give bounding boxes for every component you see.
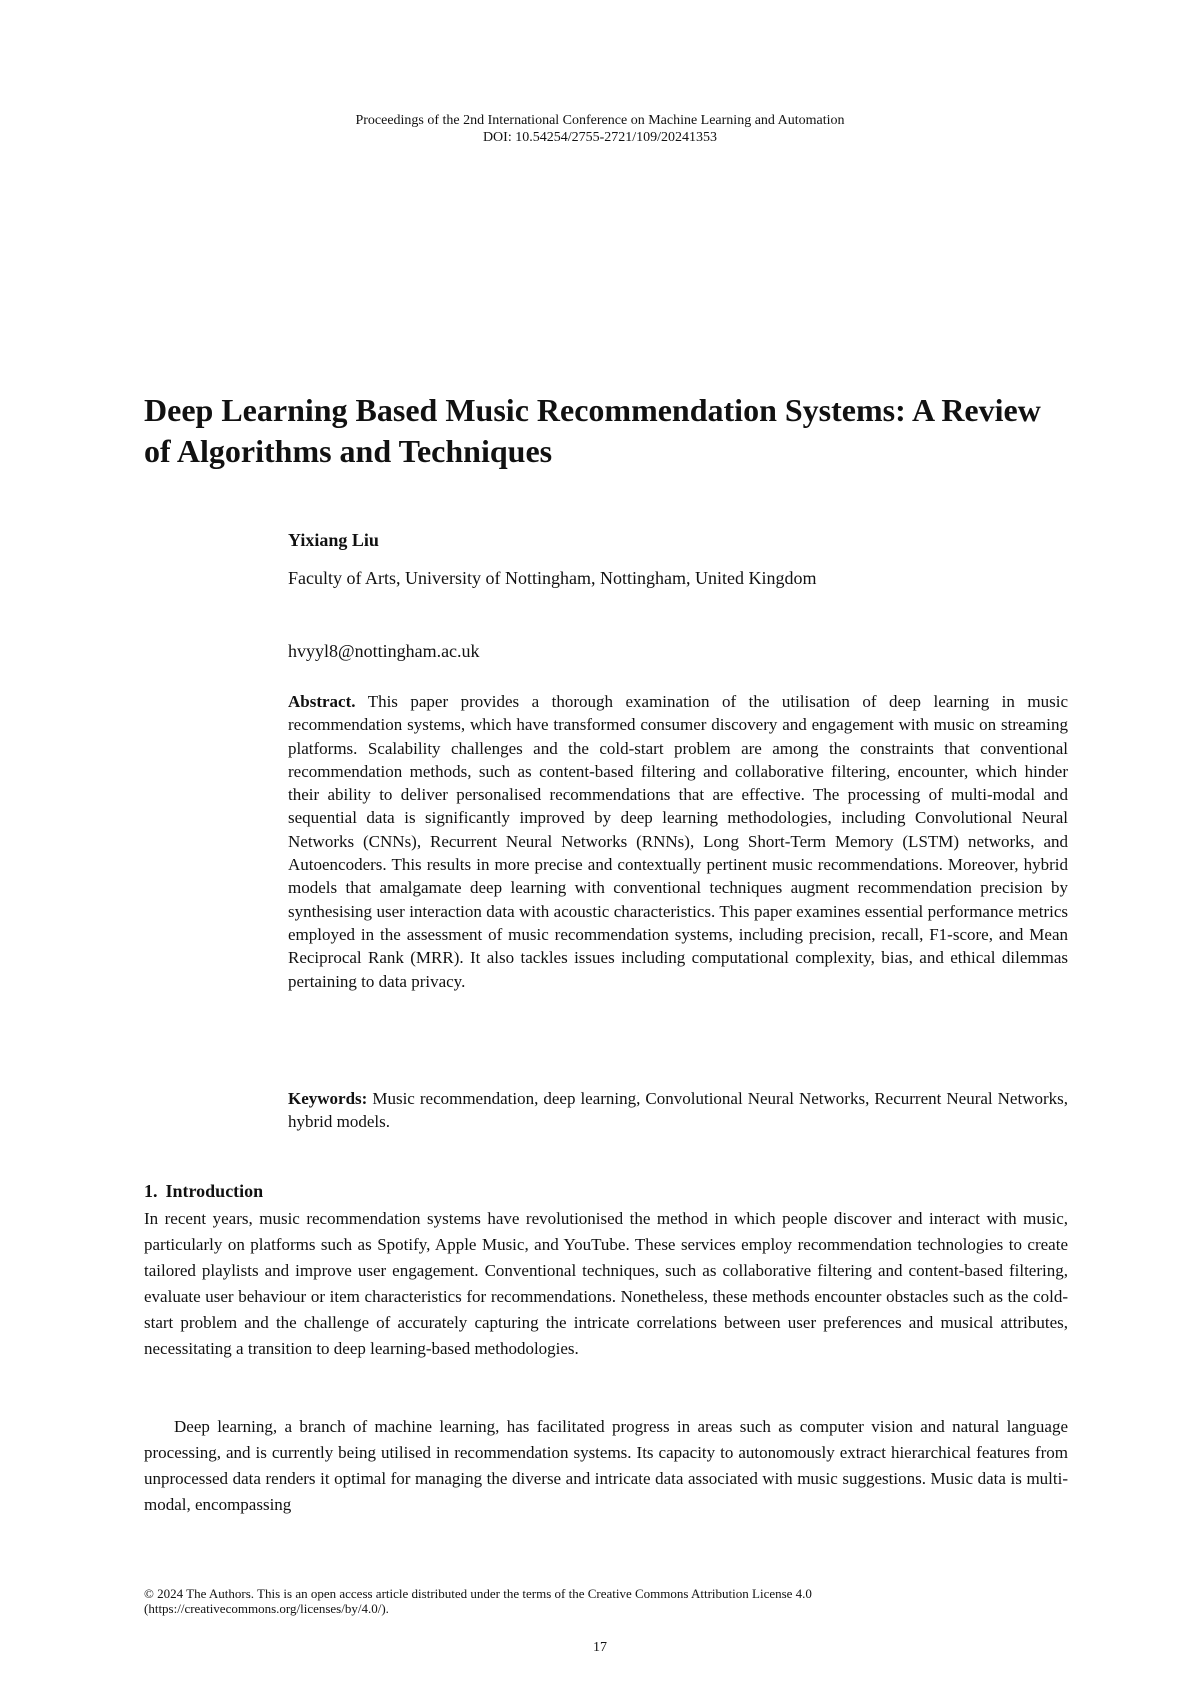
keywords-text: Music recommendation, deep learning, Convolutional Neural Networks, Recurrent Neural Networks, hybrid models.	[288, 1089, 1068, 1132]
license-footer	[144, 1586, 1024, 1616]
author-email: hvyyl8@nottingham.ac.uk	[288, 641, 480, 661]
abstract-label: Abstract.	[288, 692, 356, 711]
paper-title: Deep Learning Based Music Recommendation Systems: A Review of Algorithms and Techniques	[144, 392, 1041, 469]
license-line-2: (https://creativecommons.org/licenses/by/4.0/).	[144, 1601, 389, 1616]
license-line-1: © 2024 The Authors. This is an open access article distributed under the terms of the Creative Commons Attribution License 4.0	[144, 1586, 812, 1601]
intro-paragraph-2: Deep learning, a branch of machine learning, has facilitated progress in areas such as computer vision and natural language processing, and is currently being utilised in recommendation systems. Its capacity to autonomously extract hierarchical features from unprocessed data renders it optimal for managing the diverse and intricate data associated with music suggestions. Music data is multi-modal, encompassing	[144, 1417, 1068, 1514]
abstract-text: This paper provides a thorough examination of the utilisation of deep learning in music recommendation systems, which have transformed consumer discovery and engagement with music on streaming platforms. Scalability challenges and the cold-start problem are among the constraints that conventional recommendation methods, such as content-based filtering and collaborative filtering, encounter, which hinder their ability to deliver personalised recommendations that are effective. The processing of multi-modal and sequential data is significantly improved by deep learning methodologies, including Convolutional Neural Networks (CNNs), Recurrent Neural Networks (RNNs), Long Short-Term Memory (LSTM) networks, and Autoencoders. This results in more precise and contextually pertinent music recommendations. Moreover, hybrid models that amalgamate deep learning with conventional techniques augment recommendation precision by synthesising user interaction data with acoustic characteristics. This paper examines essential performance metrics employed in the assessment of music recommendation systems, including precision, recall, F1-score, and Mean Reciprocal Rank (MRR). It also tackles issues including computational complexity, bias, and ethical dilemmas pertaining to data privacy.	[288, 692, 1068, 991]
intro-paragraph-1: In recent years, music recommendation systems have revolutionised the method in which people discover and interact with music, particularly on platforms such as Spotify, Apple Music, and YouTube. These services employ recommendation technologies to create tailored playlists and improve user engagement. Conventional techniques, such as collaborative filtering and content-based filtering, evaluate user behaviour or item characteristics for recommendations. Nonetheless, these methods encounter obstacles such as the cold-start problem and the challenge of accurately capturing the intricate correlations between user preferences and musical attributes, necessitating a transition to deep learning-based methodologies.	[144, 1209, 1068, 1358]
proceedings-line: Proceedings of the 2nd International Conference on Machine Learning and Automation	[355, 113, 845, 128]
keywords	[288, 1087, 1068, 1134]
section-heading-introduction	[144, 1180, 263, 1202]
abstract	[288, 690, 1068, 993]
doi-line: DOI: 10.54254/2755-2721/109/20241353	[482, 130, 718, 145]
running-header	[0, 112, 1200, 146]
page-number: 17	[593, 1640, 607, 1655]
author-affiliation: Faculty of Arts, University of Nottingham, Nottingham, United Kingdom	[288, 568, 817, 588]
section-title: Introduction	[165, 1181, 264, 1201]
author-name: Yixiang Liu	[288, 530, 379, 550]
section-number: 1.	[144, 1181, 158, 1201]
keywords-label: Keywords:	[288, 1089, 368, 1108]
